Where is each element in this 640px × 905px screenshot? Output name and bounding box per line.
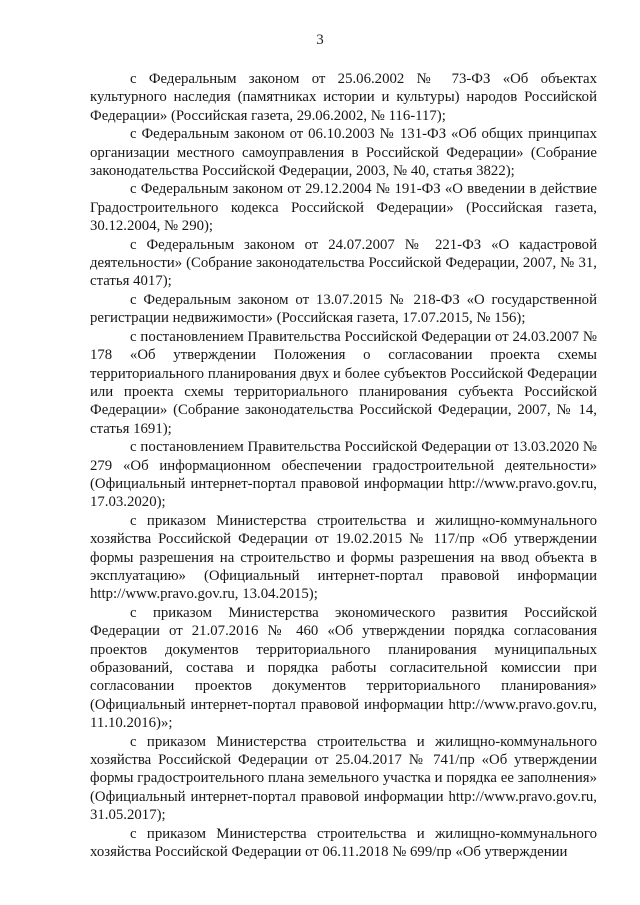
paragraph-order-741pr: с приказом Министерства строительства и жилищно-коммунального хозяйства Российской Федерации от 25.04.2017 № 741/пр «Об утверждении формы градостроительного плана земельного участка и порядка ее заполнения» (Официальный интернет-портал правовой информации http://www.pravo.gov.ru, 31.05.2017); [90,733,597,824]
paragraph-order-117pr: с приказом Министерства строительства и жилищно-коммунального хозяйства Российской Федерации от 19.02.2015 № 117/пр «Об утверждении формы разрешения на строительство и формы разрешения на ввод объекта в эксплуатацию» (Официальный интернет-портал правовой информации http://www.pravo.gov.ru, 13.04.2015); [90,512,597,603]
paragraph-resolution-178: с постановлением Правительства Российской Федерации от 24.03.2007 № 178 «Об утверждении Положения о согласовании проекта схемы территориального планирования двух и более субъектов Российской Федерации или проекта схемы территориального планирования субъекта Российской Федерации» (Собрание законодательства Российской Федерации, 2007, № 14, статья 1691); [90,328,597,437]
paragraph-law-131fz: с Федеральным законом от 06.10.2003 № 131-ФЗ «Об общих принципах организации местного самоуправления в Российской Федерации» (Собрание законодательства Российской Федерации, 2003, № 40, статья 3822); [90,126,597,180]
paragraph-order-699pr: с приказом Министерства строительства и жилищно-коммунального хозяйства Российской Федерации от 06.11.2018 № 699/пр «Об утверждении [90,825,597,861]
paragraph-law-221fz: с Федеральным законом от 24.07.2007 № 221-ФЗ «О кадастровой деятельности» (Собрание законодательства Российской Федерации, 2007, № 31, статья 4017); [90,236,597,290]
paragraph-law-218fz: с Федеральным законом от 13.07.2015 № 218-ФЗ «О государственной регистрации недвижимости» (Российская газета, 17.07.2015, № 156); [90,291,597,327]
paragraph-law-191fz: с Федеральным законом от 29.12.2004 № 191-ФЗ «О введении в действие Градостроительного кодекса Российской Федерации» (Российская газета, 30.12.2004, № 290); [90,181,597,235]
paragraph-order-460: с приказом Министерства экономического развития Российской Федерации от 21.07.2016 № 460 «Об утверждении порядка согласования проектов документов территориального планирования муниципальных образований, состава и порядка работы согласительной комиссии при согласовании проектов документов территориального планирования» (Официальный интернет-портал правовой информации http://www.pravo.gov.ru, 11.10.2016)»; [90,604,597,732]
paragraph-law-73fz: с Федеральным законом от 25.06.2002 № 73-ФЗ «Об объектах культурного наследия (памятниках истории и культуры) народов Российской Федерации» (Российская газета, 29.06.2002, № 116-117); [90,71,597,124]
document-body [90,70,597,861]
page-number: 3 [316,32,324,48]
paragraph-resolution-279: с постановлением Правительства Российской Федерации от 13.03.2020 № 279 «Об информационном обеспечении градостроительной деятельности» (Официальный интернет-портал правовой информации http://www.pravo.gov.ru, 17.03.2020); [90,439,597,511]
